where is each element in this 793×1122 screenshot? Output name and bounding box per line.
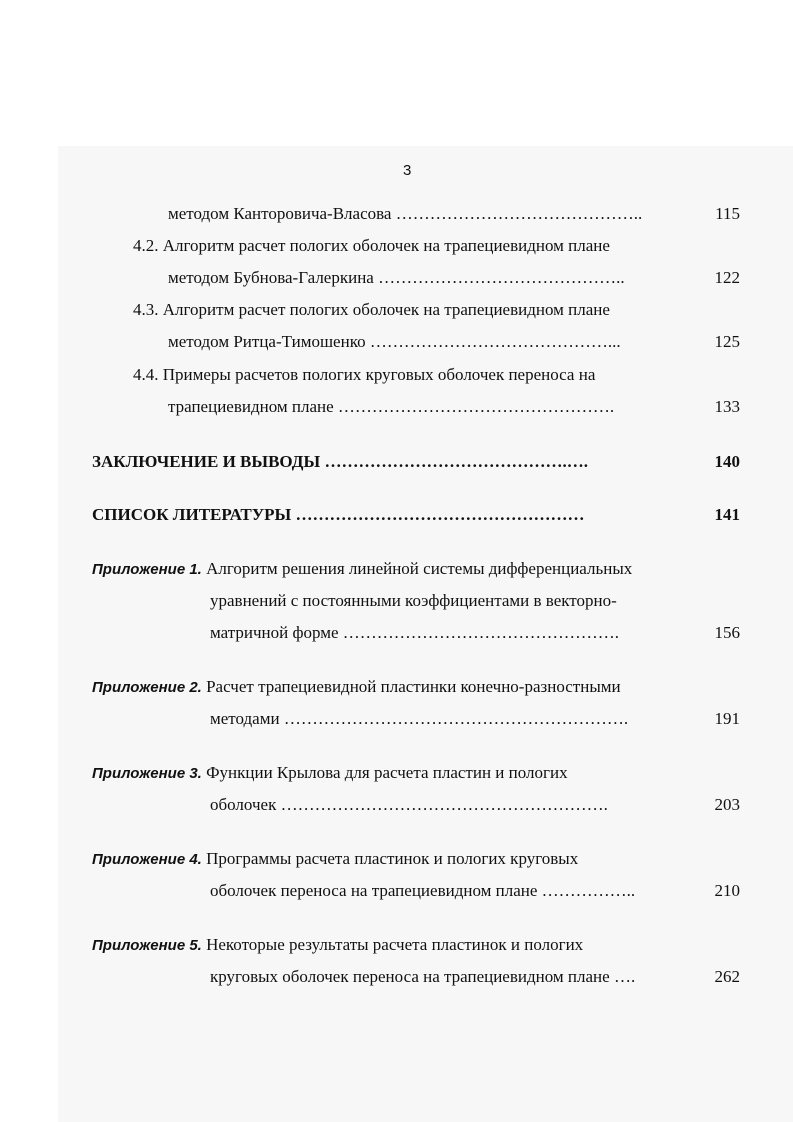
toc-entry-text: методами: [210, 709, 280, 728]
toc-section-conclusion: [92, 451, 588, 473]
toc-entry-text: методом Бубнова-Галеркина: [168, 268, 374, 287]
toc-entry-text: трапециевидном плане: [168, 397, 334, 416]
toc-entry-text: Алгоритм расчет пологих оболочек на трапециевидном плане: [162, 236, 610, 255]
toc-entry-number: 4.4.: [133, 365, 159, 384]
toc-entry-4-3-cont: [168, 331, 621, 353]
toc-appendix-1-cont: [210, 590, 617, 612]
toc-section-references: [92, 504, 585, 526]
toc-entry-4-4: [133, 364, 595, 386]
toc-page-number: 156: [714, 623, 740, 642]
toc-page-number: 125: [714, 332, 740, 351]
toc-page-number: 210: [714, 881, 740, 900]
toc-entry-4-3: [133, 299, 610, 321]
toc-entry-text: оболочек переноса на трапециевидном плане: [210, 881, 538, 900]
appendix-label: Приложение 4.: [92, 851, 202, 868]
toc-appendix-4: [92, 848, 578, 871]
toc-leader-dots: …………………………………………………….: [283, 709, 629, 728]
toc-leader-dots: ……………………………………………: [295, 505, 585, 524]
toc-page-number: 262: [714, 967, 740, 986]
toc-appendix-5: [92, 934, 583, 957]
toc-entry-text: матричной форме: [210, 623, 339, 642]
toc-entry-text: круговых оболочек переноса на трапециевидном плане: [210, 967, 610, 986]
toc-entry-number: 4.3.: [133, 300, 159, 319]
toc-entry-text: Примеры расчетов пологих круговых оболочек переноса на: [162, 365, 596, 384]
scan-margin: [0, 0, 58, 1122]
toc-section-title: ЗАКЛЮЧЕНИЕ И ВЫВОДЫ: [92, 452, 321, 471]
appendix-label: Приложение 3.: [92, 765, 202, 782]
toc-page-number: 191: [714, 709, 740, 728]
page-number: 3: [403, 162, 412, 179]
toc-leader-dots: …………………………………….….: [324, 452, 588, 471]
toc-entry-4-1: [168, 203, 642, 225]
toc-appendix-1-cont2: [210, 622, 619, 644]
toc-appendix-1: [92, 558, 632, 581]
toc-entry-text: Некоторые результаты расчета пластинок и пологих: [206, 935, 584, 954]
toc-entry-text: оболочек: [210, 795, 277, 814]
toc-leader-dots: ……………………………………..: [378, 268, 625, 287]
toc-leader-dots: ….: [613, 967, 636, 986]
appendix-label: Приложение 2.: [92, 679, 202, 696]
toc-appendix-3-cont: [210, 794, 608, 816]
toc-appendix-5-cont: [210, 966, 635, 988]
toc-entry-text: Функции Крылова для расчета пластин и пологих: [206, 763, 568, 782]
toc-section-title: СПИСОК ЛИТЕРАТУРЫ: [92, 505, 292, 524]
toc-leader-dots: ………………………………………….: [337, 397, 615, 416]
toc-appendix-2: [92, 676, 621, 699]
toc-appendix-4-cont: [210, 880, 635, 902]
toc-leader-dots: ……………..: [541, 881, 636, 900]
toc-entry-4-4-cont: [168, 396, 614, 418]
toc-leader-dots: ………………………………………….: [342, 623, 620, 642]
toc-entry-4-2: [133, 235, 610, 257]
toc-appendix-3: [92, 762, 568, 785]
toc-page-number: 133: [714, 397, 740, 416]
toc-page-number: 140: [714, 452, 740, 471]
toc-entry-text: методом Ритца-Тимошенко: [168, 332, 366, 351]
toc-leader-dots: ………………………………………………….: [280, 795, 608, 814]
toc-page-number: 203: [714, 795, 740, 814]
toc-entry-text: методом Канторовича-Власова: [168, 204, 392, 223]
toc-page-number: 122: [714, 268, 740, 287]
toc-entry-number: 4.2.: [133, 236, 159, 255]
toc-entry-text: Программы расчета пластинок и пологих круговых: [206, 849, 579, 868]
appendix-label: Приложение 1.: [92, 561, 202, 578]
toc-page-number: 115: [715, 204, 740, 223]
toc-entry-text: Расчет трапециевидной пластинки конечно-разностными: [206, 677, 621, 696]
toc-entry-text: уравнений с постоянными коэффициентами в векторно-: [210, 591, 617, 610]
toc-leader-dots: ……………………………………..: [395, 204, 643, 223]
toc-page-number: 141: [714, 505, 740, 524]
toc-entry-text: Алгоритм решения линейной системы дифференциальных: [206, 559, 633, 578]
toc-entry-text: Алгоритм расчет пологих оболочек на трапециевидном плане: [162, 300, 610, 319]
toc-leader-dots: ……………………………………...: [369, 332, 621, 351]
appendix-label: Приложение 5.: [92, 937, 202, 954]
toc-appendix-2-cont: [210, 708, 628, 730]
toc-entry-4-2-cont: [168, 267, 625, 289]
